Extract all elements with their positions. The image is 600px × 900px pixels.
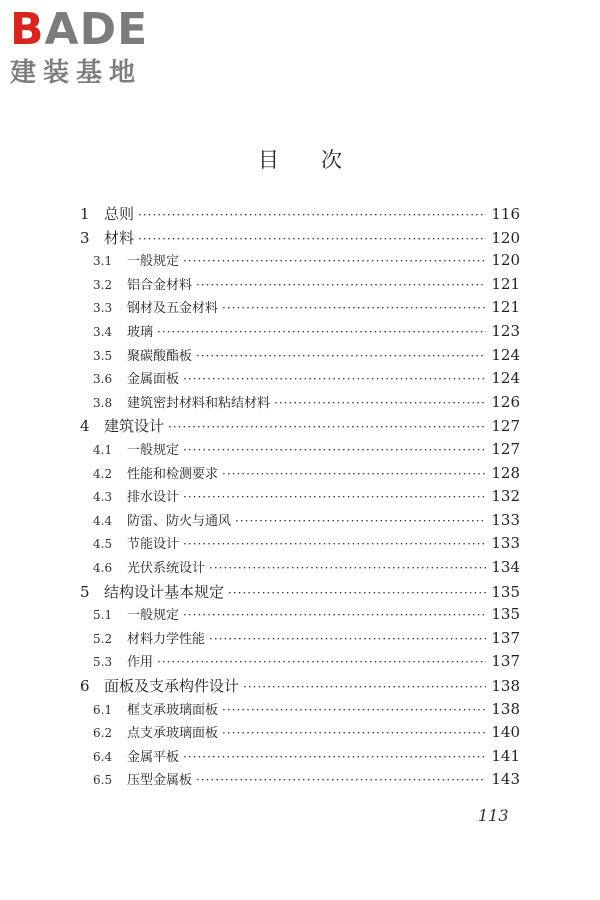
toc-entry[interactable]: [80, 675, 520, 697]
toc-entry[interactable]: [80, 227, 520, 249]
toc-entry-page: 121: [491, 298, 520, 317]
toc-entry-label: 总则: [104, 205, 135, 223]
toc-leader-dots: [222, 703, 486, 717]
toc-leader-dots: [183, 372, 486, 386]
toc-entry[interactable]: [93, 250, 520, 272]
toc-entry[interactable]: [93, 392, 520, 414]
toc-entry-page: 127: [491, 417, 520, 436]
toc-entry-label: 建筑设计: [104, 417, 165, 436]
toc-entry-page: 120: [491, 251, 520, 270]
toc-entry-label: 聚碳酸酯板: [127, 348, 193, 364]
toc-leader-dots: [196, 773, 486, 787]
toc-entry-page: 127: [491, 440, 520, 458]
toc-entry[interactable]: [93, 274, 520, 296]
toc-entry-number: 3.3: [93, 301, 113, 316]
toc-leader-dots: [183, 537, 486, 551]
toc-leader-dots: [209, 561, 486, 575]
toc-entry[interactable]: [93, 746, 520, 768]
toc-entry-label: 一般规定: [127, 443, 180, 458]
toc-entry[interactable]: [93, 439, 520, 461]
toc-entry[interactable]: [93, 463, 520, 485]
toc-entry[interactable]: [93, 486, 520, 508]
toc-entry-number: 4.2: [93, 466, 113, 481]
toc-leader-dots: [222, 467, 486, 481]
toc-entry-number: 4.3: [93, 490, 113, 505]
toc-entry-page: 135: [491, 582, 520, 601]
toc-entry-page: 124: [491, 345, 520, 364]
toc-entry-page: 138: [491, 699, 520, 718]
toc-entry-number: 4: [80, 417, 90, 436]
toc-leader-dots: [183, 750, 486, 764]
toc-entry-number: 3.1: [93, 254, 113, 269]
toc-entry-label: 点支承玻璃面板: [127, 726, 219, 742]
toc-leader-dots: [222, 301, 486, 315]
toc-leader-dots: [243, 680, 486, 694]
toc-leader-dots: [196, 349, 486, 363]
toc-leader-dots: [183, 443, 486, 457]
toc-leader-dots: [183, 608, 486, 622]
toc-entry-number: 6.5: [93, 773, 113, 788]
toc-entry-page: 141: [491, 746, 520, 765]
toc-entry-page: 126: [491, 392, 520, 411]
logo: [8, 4, 178, 90]
toc-entry-number: 4.6: [93, 561, 113, 575]
toc-entry-label: 钢材及五金材料: [127, 301, 219, 317]
toc-entry-page: 120: [491, 228, 520, 247]
toc-entry-label: 排水设计: [127, 490, 180, 506]
toc-entry-number: 6.1: [93, 702, 113, 717]
toc-entry-page: 128: [491, 463, 520, 482]
toc-entry-label: 铝合金材料: [127, 277, 193, 293]
toc-leader-dots: [274, 396, 486, 410]
toc-leader-dots: [228, 586, 486, 600]
toc-entry-number: 3.6: [93, 372, 113, 387]
toc-entry-number: 5: [80, 582, 90, 601]
toc-entry[interactable]: [93, 557, 520, 579]
toc-entry-number: 4.5: [93, 537, 113, 552]
toc-leader-dots: [196, 278, 486, 292]
toc-entry-label: 建筑密封材料和粘结材料: [127, 395, 271, 411]
toc-entry-number: 5.3: [93, 655, 113, 670]
toc-entry-label: 性能和检测要求: [127, 466, 219, 482]
toc-entry-page: 137: [491, 628, 520, 647]
toc-leader-dots: [157, 655, 486, 669]
toc-entry-number: 3.8: [93, 395, 113, 410]
toc-entry-page: 143: [491, 770, 520, 789]
toc-entry-label: 节能设计: [127, 537, 180, 553]
toc-entry-page: 137: [491, 652, 520, 671]
toc-entry-page: 132: [491, 487, 520, 506]
toc-entry-page: 133: [491, 534, 520, 553]
toc-entry-page: 123: [491, 322, 520, 340]
toc-entry-label: 一般规定: [127, 608, 180, 624]
toc-entry[interactable]: [93, 510, 520, 532]
toc-entry-number: 3.4: [93, 325, 113, 339]
toc-entry-page: 134: [491, 558, 520, 576]
toc-entry-label: 防雷、防火与通风: [127, 513, 232, 529]
toc-entry-label: 玻璃: [127, 325, 154, 340]
toc-entry[interactable]: [93, 297, 520, 319]
toc-entry-page: 135: [491, 605, 520, 624]
toc-entry-number: 3.2: [93, 277, 113, 292]
toc-entry-label: 作用: [127, 655, 154, 671]
toc-entry-label: 光伏系统设计: [127, 561, 206, 576]
toc-leader-dots: [209, 632, 486, 646]
toc-leader-dots: [138, 208, 486, 222]
logo-wordmark: BADE: [10, 4, 149, 55]
toc-entry[interactable]: [80, 581, 520, 603]
toc-entry[interactable]: [80, 203, 520, 225]
toc-entry-label: 框支承玻璃面板: [127, 702, 219, 718]
toc-entry-number: 4.4: [93, 513, 113, 528]
toc-entry[interactable]: [93, 345, 520, 367]
page-number: 113: [478, 806, 509, 825]
toc-entry[interactable]: [93, 368, 520, 390]
toc-entry[interactable]: [93, 722, 520, 744]
toc-entry[interactable]: [93, 533, 520, 555]
toc-entry[interactable]: [93, 769, 520, 791]
logo-subtitle: 建装基地: [10, 58, 143, 88]
toc-entry-label: 金属平板: [127, 749, 180, 765]
toc-entry-label: 材料: [104, 228, 135, 247]
toc-entry-number: 3.5: [93, 348, 113, 363]
toc-entry[interactable]: [93, 651, 520, 673]
toc-entry[interactable]: [80, 415, 520, 437]
toc-entry-number: 5.1: [93, 608, 113, 623]
toc-entry-number: 6: [80, 677, 90, 695]
toc-entry-page: 133: [491, 510, 520, 529]
toc-entry-page: 140: [491, 723, 520, 742]
toc-entry-label: 面板及支承构件设计: [104, 677, 240, 695]
toc-leader-dots: [183, 490, 486, 504]
toc-leader-dots: [168, 420, 486, 434]
toc-entry-page: 124: [491, 369, 520, 388]
toc-entry-number: 5.2: [93, 631, 113, 646]
toc-entry-page: 121: [491, 274, 520, 293]
toc-entry-number: 6.4: [93, 749, 113, 764]
toc-entry-page: 138: [491, 677, 520, 695]
toc-entry-number: 1: [80, 205, 90, 223]
toc-entry[interactable]: [93, 604, 520, 626]
toc-entry[interactable]: [93, 628, 520, 650]
toc-entry-label: 结构设计基本规定: [104, 582, 225, 601]
toc-entry-number: 6.2: [93, 726, 113, 741]
toc-leader-dots: [222, 726, 486, 740]
toc-entry[interactable]: [93, 321, 520, 343]
toc-entry-number: 3: [80, 228, 90, 247]
toc-entry-label: 一般规定: [127, 254, 180, 270]
toc-entry-label: 材料力学性能: [127, 631, 206, 647]
toc-entry[interactable]: [93, 699, 520, 721]
toc-leader-dots: [235, 514, 486, 528]
toc-entry-number: 4.1: [93, 443, 113, 457]
toc-leader-dots: [138, 232, 486, 246]
toc-entry-label: 金属面板: [127, 372, 180, 388]
page-title: 目次: [258, 148, 384, 172]
toc-leader-dots: [183, 254, 486, 268]
toc-entry-label: 压型金属板: [127, 773, 193, 789]
toc-leader-dots: [157, 325, 486, 339]
toc-entry-page: 116: [491, 205, 520, 223]
